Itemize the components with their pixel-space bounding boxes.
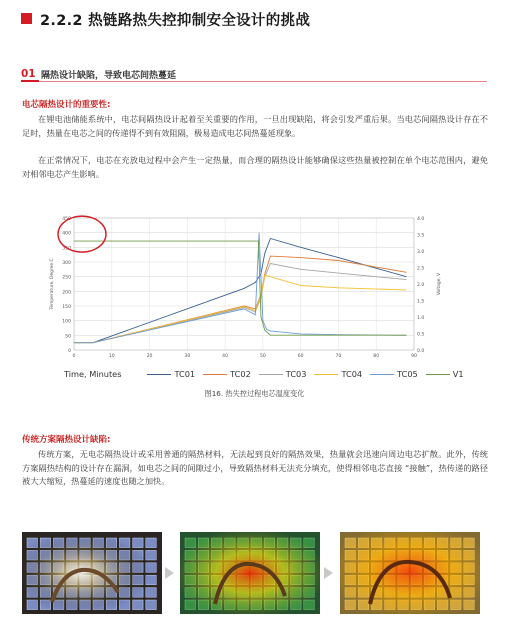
y-right-tick-label: 2.0 [417,283,425,288]
y-tick-label: 400 [62,231,71,237]
defect-heading: 传统方案隔热设计缺陷: [22,435,111,445]
legend-item-tc04 [314,369,362,379]
subsection-divider [21,81,487,82]
legend-label: TC02 [230,369,251,379]
importance-paragraph-1: 在锂电池储能系统中，电芯间隔热设计起着至关重要的作用，一旦出现缺陷，将会引发严重后果。当电芯间隔热设计存在不足时，热量在电芯之间的传递得不到有效阻隔，极易造成电芯间热蔓延现象。 [22,114,488,138]
x-tick-label: 30 [184,354,191,359]
subsection-number: 01 [21,68,36,80]
defect-paragraph: 传统方案，无电芯隔热设计或采用普通的隔热材料，无法起到良好的隔热效果，热量就会迅速向周边电芯扩散。此外，传统方案隔热结构的设计存在漏洞，如电芯之间的间隙过小，导致隔热材料无法充分填充，使得相邻电芯直接 “接触”，热传递的路径被大大缩短，热蔓延的速度也随之加快。 [22,449,488,487]
y-tick-label: 50 [65,334,71,340]
y-right-tick-label: 0.5 [417,332,425,338]
y-right-tick-label: 1.0 [417,316,425,321]
y-tick-label: 100 [62,319,71,325]
y-tick-label: 150 [62,305,71,310]
legend-swatch [314,374,338,375]
x-tick-label: 90 [411,354,417,359]
importance-heading: 电芯隔热设计的重要性: [22,100,111,110]
y-right-tick-label: 1.5 [417,299,425,305]
temperature-chart-svg [46,210,456,360]
thermal-photo-1 [22,532,162,614]
legend-label: TC04 [341,369,363,379]
legend-label: V1 [452,369,464,379]
legend-item-tc01 [147,369,195,379]
chart-legend [64,369,472,379]
legend-label: TC05 [397,369,418,379]
x-tick-label: 50 [259,354,266,359]
section-marker [21,13,32,24]
y-right-tick-label: 2.5 [417,266,425,272]
x-tick-label: 80 [373,354,380,359]
plot-frame [74,218,414,350]
legend-swatch [259,374,283,375]
temperature-chart [46,210,456,364]
y-axis-label: Temperature, Degree C [50,258,55,310]
y-tick-label: 300 [62,261,71,266]
series-line-tc02 [74,256,406,343]
x-tick-label: 20 [146,354,153,359]
y-right-tick-label: 3.5 [417,233,425,239]
subsection-divider-accent [21,80,39,82]
legend-x-label: Time, Minutes [64,369,122,379]
series-line-tc01 [74,239,406,343]
legend-label: TC03 [285,369,307,379]
arrow-right-icon [324,567,333,579]
y-right-axis-label: Voltage, V [437,272,442,296]
thermal-photo-2 [180,532,320,614]
thermal-photo-3 [340,532,480,614]
x-tick-label: 60 [297,354,304,359]
series-line-tc05 [74,233,406,343]
legend-item-v1 [426,369,464,379]
legend-label: TC01 [174,369,196,379]
legend-swatch [426,374,450,375]
legend-swatch [370,374,394,375]
legend-swatch [203,374,227,375]
figure-caption: 图16. 热失控过程电芯温度变化 [204,389,305,398]
importance-paragraph-2: 在正常情况下，电芯在充放电过程中会产生一定热量，而合理的隔热设计能够确保这些热量被控制在单个电芯范围内，避免对相邻电芯产生影响。 [22,155,488,179]
y-right-tick-label: 0.0 [417,349,425,354]
legend-item-tc02 [203,369,251,379]
y-tick-label: 350 [62,246,71,252]
y-right-tick-label: 4.0 [417,217,425,222]
section-title: 2.2.2 热链路热失控抑制安全设计的挑战 [40,13,311,29]
series-line-tc03 [74,264,406,343]
y-right-tick-label: 3.0 [417,250,425,255]
y-tick-label: 450 [62,217,71,222]
y-tick-label: 250 [62,275,71,281]
y-tick-label: 200 [62,290,71,296]
legend-swatch [147,374,171,375]
x-tick-label: 0 [72,354,76,359]
series-line-tc04 [74,275,406,343]
subsection-title: 隔热设计缺陷，导致电芯间热蔓延 [41,71,177,81]
legend-item-tc05 [370,369,418,379]
legend-item-tc03 [259,369,307,379]
y-tick-label: 0 [68,349,71,354]
x-tick-label: 70 [335,354,342,359]
x-tick-label: 40 [222,354,229,359]
x-tick-label: 10 [108,354,115,359]
arrow-right-icon [165,567,174,579]
